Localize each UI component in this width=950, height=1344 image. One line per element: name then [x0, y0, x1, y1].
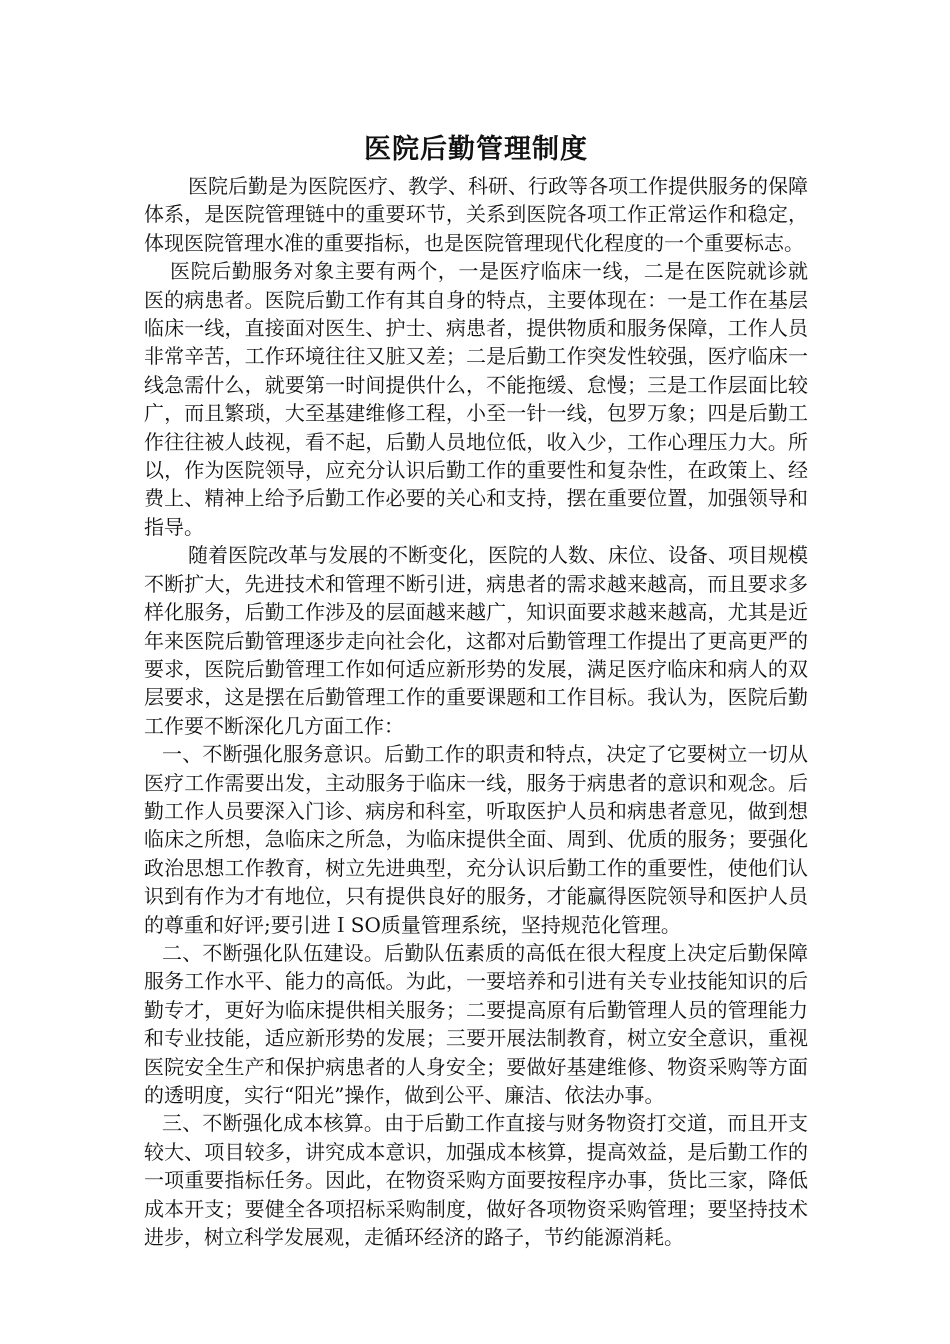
document-title: 医院后勤管理制度 [364, 134, 588, 165]
paragraph-point-three: 三、不断强化成本核算。由于后勤工作直接与财务物资打交道，而且开支较大、项目较多，讲究成本意识，加强成本核算，提高效益，是后勤工作的一项重要指标任务。因此，在物资采购方面要按程序办事，货比三家，降低成本开支；要健全各项招标采购制度，做好各项物资采购管理；要坚持技术进步，树立科学发展观，走循环经济的路子，节约能源消耗。 [144, 1111, 808, 1250]
paragraph-service-targets: 医院后勤服务对象主要有两个，一是医疗临床一线，二是在医院就诊就医的病患者。医院后勤工作有其自身的特点，主要体现在：一是工作在基层临床一线，直接面对医生、护士、病患者，提供物质和服务保障，工作人员非常辛苦，工作环境往往又脏又差；二是后勤工作突发性较强，医疗临床一线急需什么，就要第一时间提供什么，不能拖缓、怠慢；三是工作层面比较广，而且繁琐，大至基建维修工程，小至一针一线，包罗万象；四是后勤工作往往被人歧视，看不起，后勤人员地位低，收入少，工作心理压力大。所以，作为医院领导，应充分认识后勤工作的重要性和复杂性，在政策上、经费上、精神上给予后勤工作必要的关心和支持，摆在重要位置，加强领导和指导。 [144, 259, 808, 539]
paragraph-intro: 医院后勤是为医院医疗、教学、科研、行政等各项工作提供服务的保障体系，是医院管理链中的重要环节，关系到医院各项工作正常运作和稳定，体现医院管理水准的重要指标，也是医院管理现代化程度的一个重要标志。 [144, 174, 808, 255]
paragraph-point-two: 二、不断强化队伍建设。后勤队伍素质的高低在很大程度上决定后勤保障服务工作水平、能力的高低。为此，一要培养和引进有关专业技能知识的后勤专才，更好为临床提供相关服务；二要提高原有后勤管理人员的管理能力和专业技能，适应新形势的发展；三要开展法制教育，树立安全意识，重视医院安全生产和保护病患者的人身安全；要做好基建维修、物资采购等方面的透明度，实行“阳光”操作，做到公平、廉洁、依法办事。 [144, 940, 808, 1107]
document-page [144, 130, 808, 1251]
paragraph-point-one: 一、不断强化服务意识。后勤工作的职责和特点，决定了它要树立一切从医疗工作需要出发，主动服务于临床一线，服务于病患者的意识和观念。后勤工作人员要深入门诊、病房和科室，听取医护人员和病患者意见，做到想临床之所想，急临床之所急，为临床提供全面、周到、优质的服务；要强化政治思想工作教育，树立先进典型，充分认识后勤工作的重要性，使他们认识到有作为才有地位，只有提供良好的服务，才能赢得医院领导和医护人员的尊重和好评;要引进ＩSO质量管理系统，坚持规范化管理。 [144, 742, 808, 937]
paragraph-reform-context: 随着医院改革与发展的不断变化，医院的人数、床位、设备、项目规模不断扩大，先进技术和管理不断引进，病患者的需求越来越高，而且要求多样化服务，后勤工作涉及的层面越来越广，知识面要求越来越高，尤其是近年来医院后勤管理逐步走向社会化，这都对后勤管理工作提出了更高更严的要求，医院后勤管理工作如何适应新形势的发展，满足医疗临床和病人的双层要求，这是摆在后勤管理工作的重要课题和工作目标。我认为，医院后勤工作要不断深化几方面工作： [144, 543, 808, 738]
